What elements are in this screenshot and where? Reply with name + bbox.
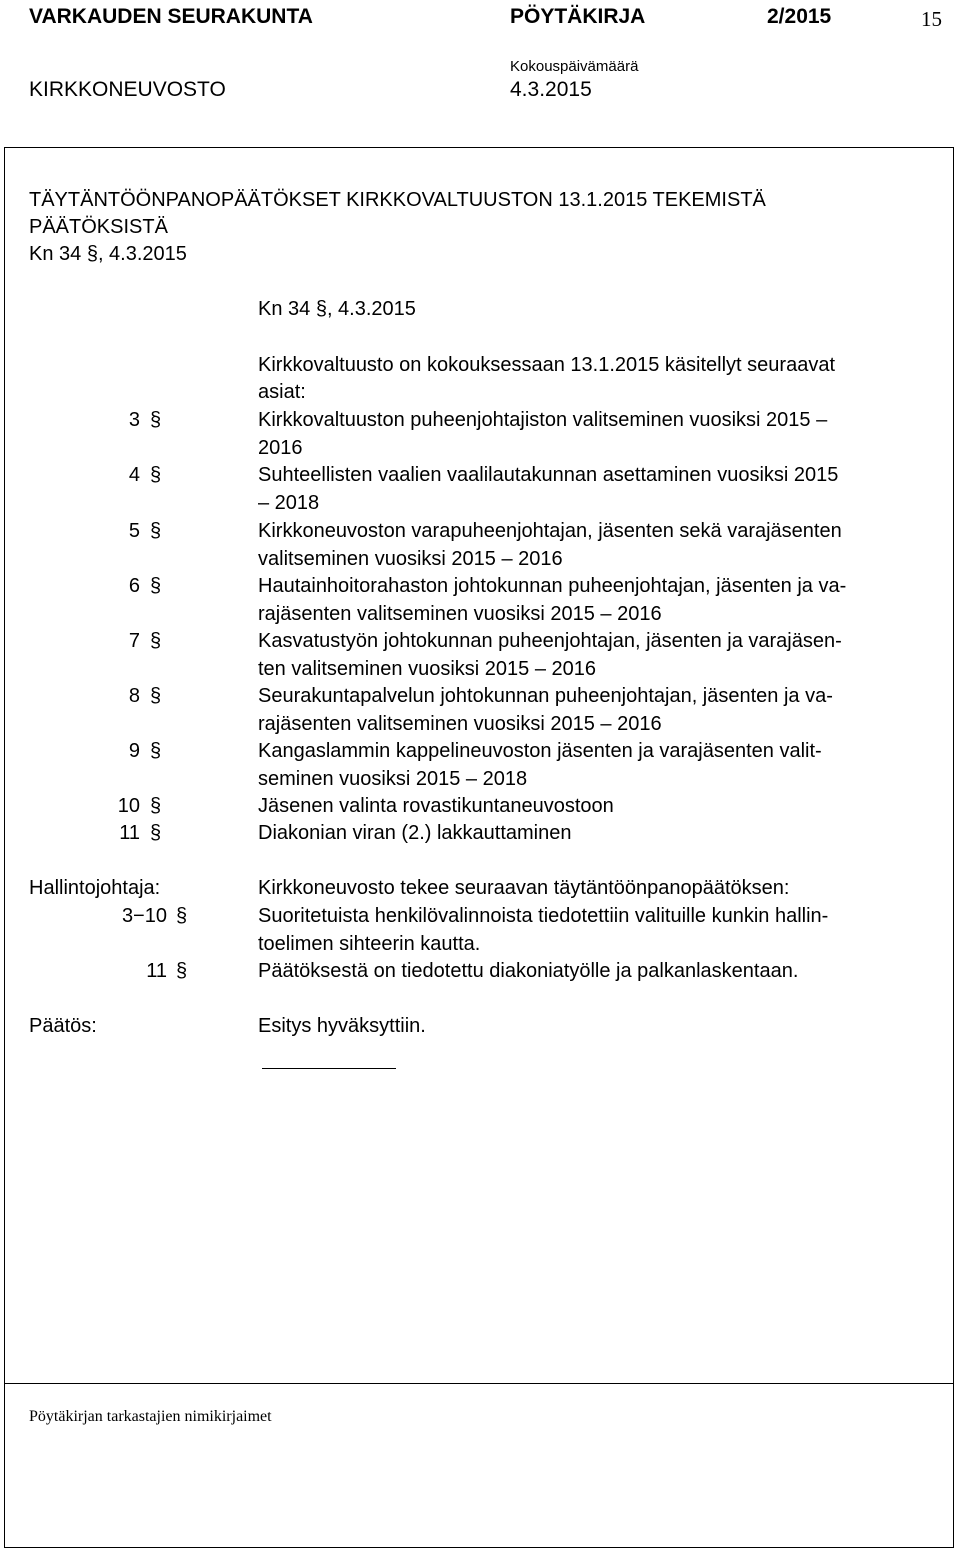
item-text-line: rajäsenten valitseminen vuosiksi 2015 – 2016 (258, 602, 662, 625)
item-number: 3 (128, 409, 140, 431)
org-name: VARKAUDEN SEURAKUNTA (29, 5, 313, 28)
entry-number: 11 (146, 960, 167, 982)
item-number: 9 (128, 740, 140, 762)
item-text-line: Diakonian viran (2.) lakkauttaminen (258, 822, 572, 844)
intro-line2: asiat: (258, 381, 306, 403)
item-text-line: rajäsenten valitseminen vuosiksi 2015 – 2016 (258, 712, 662, 735)
section-ref-left: Kn 34 §, 4.3.2015 (29, 243, 187, 265)
item-number: 6 (128, 575, 140, 597)
item-number: 11 (119, 822, 140, 844)
item-text-line: 2016 (258, 436, 303, 459)
item-text-line: Suhteellisten vaalien vaalilautakunnan asettaminen vuosiksi 2015 (258, 464, 839, 486)
item-text-line: Kasvatustyön johtokunnan puheenjohtajan, jäsenten ja varajäsen- (258, 630, 842, 652)
section-sign: § (150, 464, 162, 486)
item-number: 10 (117, 795, 140, 817)
doc-number: 2/2015 (767, 5, 832, 28)
section-title-line1: TÄYTÄNTÖÖNPANOPÄÄTÖKSET KIRKKOVALTUUSTON 13.1.2015 TEKEMISTÄ (29, 189, 766, 211)
section-sign: § (150, 685, 162, 707)
item-text-line: Kirkkovaltuuston puheenjohtajiston valitseminen vuosiksi 2015 – (258, 409, 828, 431)
item-text-line: seminen vuosiksi 2015 – 2018 (258, 767, 528, 790)
body-name: KIRKKONEUVOSTO (29, 78, 226, 101)
item-number: 5 (128, 520, 140, 542)
doc-type: PÖYTÄKIRJA (510, 5, 646, 28)
proposal-label: Hallintojohtaja: (29, 877, 161, 899)
item-text-line: valitseminen vuosiksi 2015 – 2016 (258, 547, 563, 570)
footer-divider (4, 1383, 954, 1384)
item-text-line: ten valitseminen vuosiksi 2015 – 2016 (258, 657, 596, 680)
entry-text-line: Suoritetuista henkilövalinnoista tiedotettiin valituille kunkin hallin- (258, 905, 829, 927)
section-title-line2: PÄÄTÖKSISTÄ (29, 216, 168, 238)
entry-text-line: Päätöksestä on tiedotettu diakoniatyölle ja palkanlaskentaan. (258, 960, 799, 982)
section-sign: § (150, 822, 162, 844)
section-sign: § (150, 409, 162, 431)
page-number: 15 (921, 7, 942, 31)
item-text-line: – 2018 (258, 491, 320, 514)
signature-label: Pöytäkirjan tarkastajien nimikirjaimet (29, 1408, 272, 1425)
item-text-line: Jäsenen valinta rovastikuntaneuvostoon (258, 795, 614, 817)
intro-line1: Kirkkovaltuusto on kokouksessaan 13.1.2015 käsitellyt seuraavat (258, 354, 836, 376)
item-number: 8 (128, 685, 140, 707)
proposal-text: Kirkkoneuvosto tekee seuraavan täytäntöönpanopäätöksen: (258, 877, 790, 899)
meeting-date: 4.3.2015 (510, 78, 592, 101)
item-text-line: Kangaslammin kappelineuvoston jäsenten ja varajäsenten valit- (258, 740, 822, 762)
section-sign: § (176, 905, 188, 927)
item-number: 7 (128, 630, 140, 652)
section-sign: § (150, 795, 162, 817)
section-sign: § (150, 575, 162, 597)
section-ref-right: Kn 34 §, 4.3.2015 (258, 298, 416, 320)
section-sign: § (150, 520, 162, 542)
section-sign: § (150, 740, 162, 762)
section-sign: § (150, 630, 162, 652)
section-sign: § (176, 960, 188, 982)
decision-label: Päätös: (29, 1015, 97, 1037)
entry-text-line: toelimen sihteerin kautta. (258, 932, 481, 955)
item-text-line: Seurakuntapalvelun johtokunnan puheenjohtajan, jäsenten ja va- (258, 685, 833, 707)
item-number: 4 (128, 464, 140, 486)
item-text-line: Hautainhoitorahaston johtokunnan puheenjohtajan, jäsenten ja va- (258, 575, 847, 597)
end-rule (262, 1068, 396, 1069)
entry-number: 3−10 (121, 905, 167, 927)
decision-text: Esitys hyväksyttiin. (258, 1015, 426, 1037)
item-text-line: Kirkkoneuvoston varapuheenjohtajan, jäsenten sekä varajäsenten (258, 520, 842, 542)
date-label: Kokouspäivämäärä (510, 58, 639, 75)
